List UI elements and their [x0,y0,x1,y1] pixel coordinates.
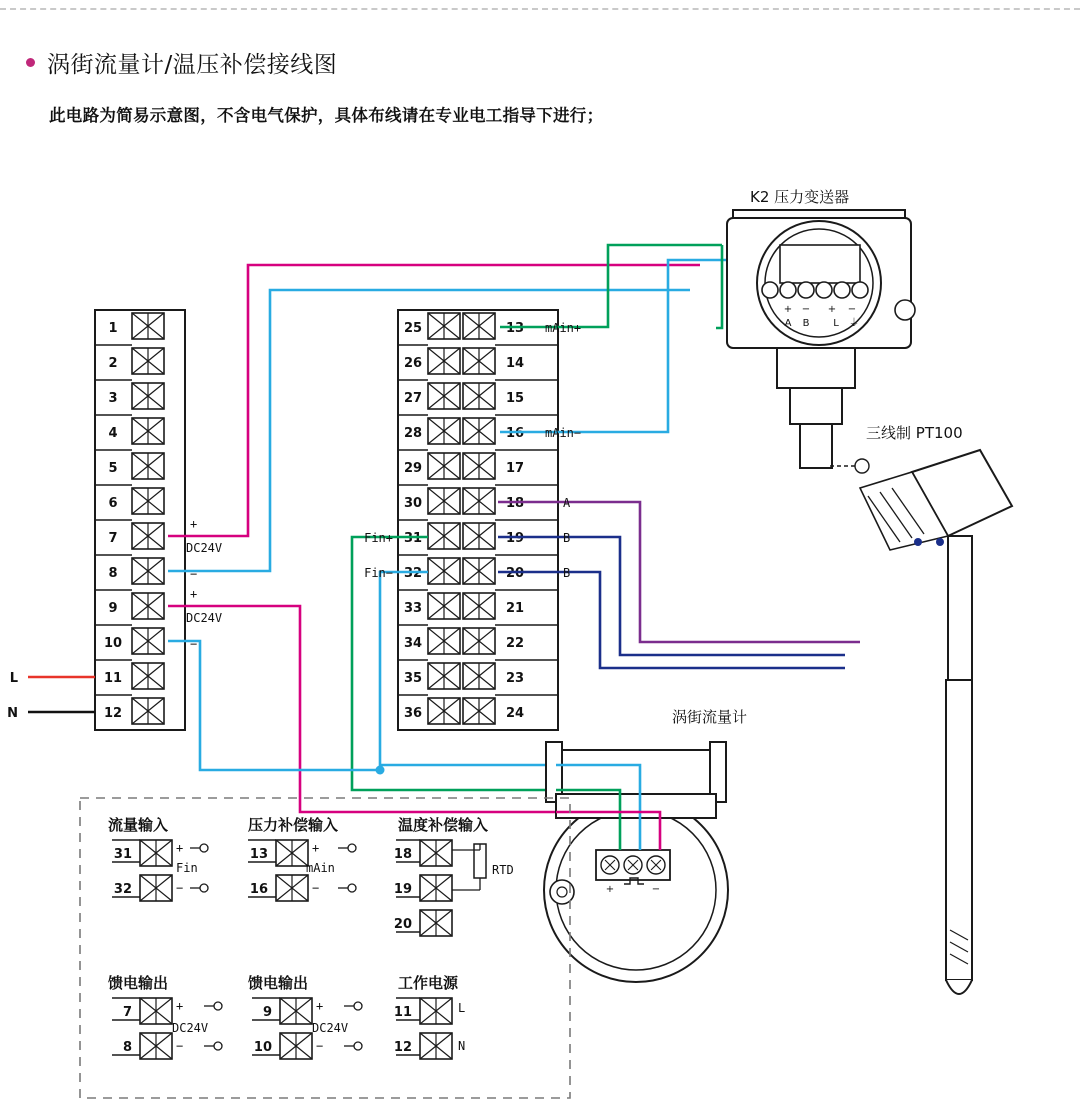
legend-sign: + [312,841,320,855]
signal-label-a: A [563,496,571,510]
legend-terminal-number: 19 [393,882,412,897]
terminal-number: 28 [403,426,423,441]
terminal-number: 27 [403,391,423,406]
legend-box [80,798,570,1098]
terminal-number: 36 [403,706,423,721]
transmitter-mark: + [783,304,793,315]
terminal-number: 6 [108,496,118,511]
terminal-number: 29 [403,461,423,476]
legend-title: 馈电输出 [248,974,309,992]
terminal-number: 16 [505,426,525,441]
terminal-number: 35 [403,671,423,686]
terminal-number: 19 [505,531,525,546]
terminal-number: 3 [108,391,118,406]
transmitter-mark: + [827,304,837,315]
signal-label-plus: + [190,587,198,601]
transmitter-terminal: ⏚ [849,318,859,329]
terminal-number: 2 [108,356,118,371]
page-subtitle: 此电路为简易示意图，不含电气保护，具体布线请在专业电工指导下进行； [49,106,604,125]
signal-label-minus: − [190,567,198,581]
pt100-label: 三线制 PT100 [866,424,963,442]
legend-signal-name: DC24V [312,1021,349,1035]
terminal-number: 10 [103,636,123,651]
transmitter-mark: − [801,304,811,315]
signal-label-fin-plus: Fin+ [364,531,393,545]
label-line-L: L [9,671,18,686]
signal-label-plus: + [190,517,198,531]
terminal-block-middle [398,310,558,730]
legend-terminal-number: 13 [249,847,268,862]
signal-label-main-plus: mAin+ [545,321,582,335]
svg-text:−: − [651,884,661,895]
legend-terminal-number: 16 [249,882,268,897]
legend-terminal-number: 18 [393,847,412,862]
terminal-number: 34 [403,636,423,651]
legend-signal-name: RTD [492,863,514,877]
terminal-number: 13 [505,321,525,336]
section-heading [26,46,337,79]
terminal-number: 22 [505,636,525,651]
terminal-number: 8 [108,566,118,581]
terminal-number: 25 [403,321,423,336]
legend-terminal-number: 9 [262,1005,272,1020]
legend-sign: + [176,999,184,1013]
legend-terminal-number: 11 [393,1005,412,1020]
terminal-number: 30 [403,496,423,511]
legend-terminal-number: 10 [253,1040,272,1055]
terminal-number: 21 [505,601,525,616]
legend-terminal-number: 8 [122,1040,132,1055]
legend-title: 馈电输出 [108,974,169,992]
terminal-number: 9 [108,601,118,616]
pt100-sensor [830,424,1012,994]
legend-title: 流量输入 [108,816,169,834]
bullet-dot-icon [26,58,35,67]
vortex-flowmeter-label: 涡街流量计 [672,708,748,726]
page-title: 涡街流量计/温压补偿接线图 [47,52,338,78]
legend-terminal-number: 32 [113,882,132,897]
terminal-number: 20 [505,566,525,581]
legend-terminal-number: 7 [122,1005,132,1020]
terminal-number: 5 [108,461,118,476]
terminal-number: 26 [403,356,423,371]
terminal-number: 32 [403,566,423,581]
wiring-diagram [0,150,1080,1114]
transmitter-terminal: A [784,318,792,329]
terminal-number: 7 [108,531,118,546]
legend-signal-name: DC24V [172,1021,209,1035]
terminal-number: 12 [103,706,123,721]
top-divider [0,8,1080,10]
transmitter-terminal: B [802,318,810,329]
legend-title: 压力补偿输入 [248,816,339,834]
signal-label-minus: − [190,637,198,651]
terminal-number: 18 [505,496,525,511]
transmitter-terminal: L [833,318,839,329]
transmitter-mark: − [847,304,857,315]
legend-title: 工作电源 [398,974,459,992]
legend-title: 温度补偿输入 [398,816,489,834]
signal-label-fin-minus: Fin− [364,566,393,580]
legend-sign: − [176,881,184,895]
legend-sign: N [458,1039,466,1053]
terminal-number: 1 [108,321,118,336]
legend-terminal-number: 20 [393,917,412,932]
legend-sign: + [316,999,324,1013]
legend-signal-name: Fin [176,861,198,875]
terminal-number: 33 [403,601,423,616]
label-line-N: N [7,706,18,721]
vortex-flowmeter [544,708,747,982]
terminal-number: 23 [505,671,525,686]
legend-terminal-number: 31 [113,847,132,862]
terminal-block-left [95,310,185,730]
legend-sign: + [176,841,184,855]
svg-text:+: + [605,884,615,895]
signal-label-b1: B [563,531,571,545]
terminal-number: 24 [505,706,525,721]
terminal-number: 17 [505,461,525,476]
legend-terminal-number: 12 [393,1040,412,1055]
terminal-number: 11 [103,671,123,686]
legend-signal-name: mAin [306,861,335,875]
legend-sign: L [458,1001,466,1015]
terminal-number: 4 [108,426,118,441]
terminal-number: 14 [505,356,525,371]
signal-label-dc24v: DC24V [186,611,223,625]
terminal-number: 31 [403,531,423,546]
legend-sign: − [316,1039,324,1053]
signal-label-main-minus: mAin− [545,426,582,440]
signal-label-dc24v: DC24V [186,541,223,555]
legend-sign: − [312,881,320,895]
signal-label-b2: B [563,566,571,580]
legend-sign: − [176,1039,184,1053]
terminal-number: 15 [505,391,525,406]
pressure-transmitter-label: K2 压力变送器 [750,188,850,206]
